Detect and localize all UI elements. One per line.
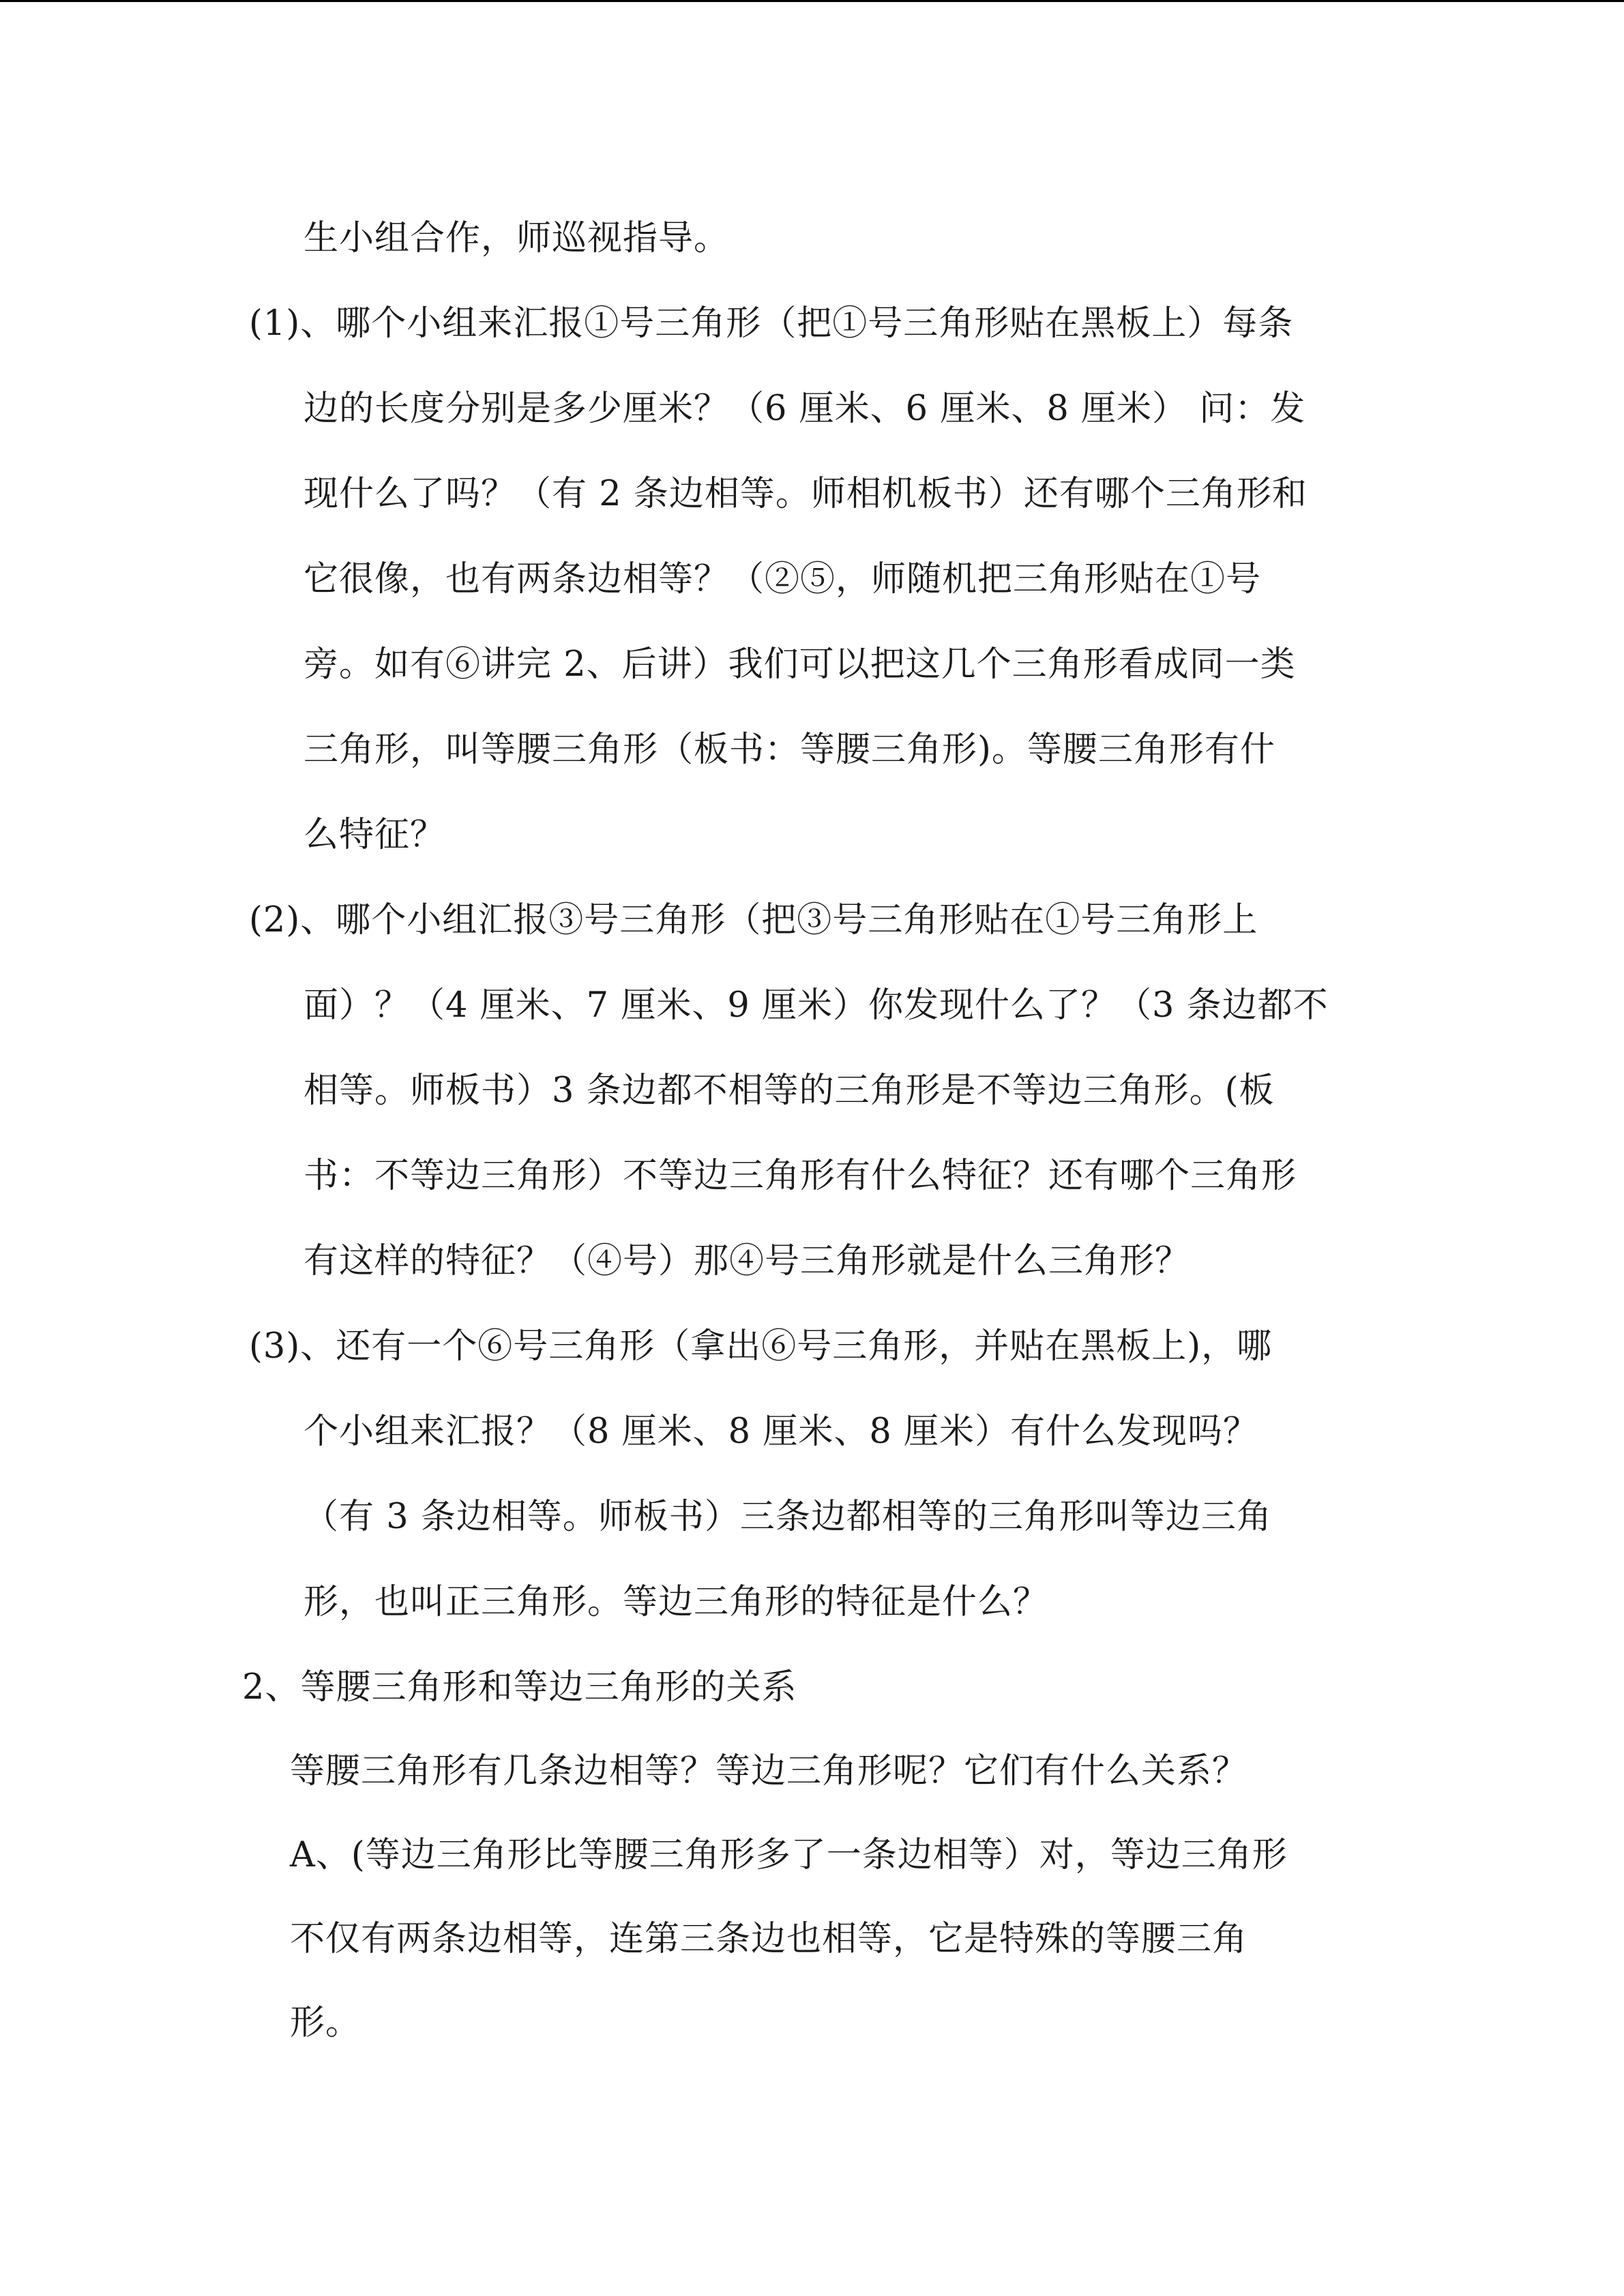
item-2-line: (2)、哪个小组汇报③号三角形（把③号三角形贴在①号三角形上 — [249, 900, 1258, 940]
text-line: 有这样的特征？（④号）那④号三角形就是什么三角形？ — [304, 1241, 1191, 1281]
text-line: A、(等边三角形比等腰三角形多了一条边相等）对，等边三角形 — [290, 1835, 1288, 1875]
text-line: 相等。师板书）3 条边都不相等的三角形是不等边三角形。(板 — [304, 1071, 1275, 1111]
page-top-border — [0, 0, 1624, 2]
item-1-line: (1)、哪个小组来汇报①号三角形（把①号三角形贴在黑板上）每条 — [249, 303, 1294, 344]
text-line: 个小组来汇报？（8 厘米、8 厘米、8 厘米）有什么发现吗？ — [304, 1412, 1258, 1452]
text-line: 旁。如有⑥讲完 2、后讲）我们可以把这几个三角形看成同一类 — [304, 644, 1296, 685]
text-line: 等腰三角形有几条边相等？等边三角形呢？它们有什么关系？ — [290, 1751, 1248, 1791]
text-line: 它很像，也有两条边相等？（②⑤，师随机把三角形贴在①号 — [304, 559, 1262, 599]
section-heading: 2、等腰三角形和等边三角形的关系 — [242, 1667, 797, 1708]
text-line: 面）？（4 厘米、7 厘米、9 厘米）你发现什么了？（3 条边都不 — [304, 985, 1329, 1026]
text-line: 书：不等边三角形）不等边三角形有什么特征？还有哪个三角形 — [304, 1156, 1297, 1196]
item-3-line: (3)、还有一个⑥号三角形（拿出⑥号三角形，并贴在黑板上)，哪 — [249, 1326, 1273, 1367]
text-line: 生小组合作，师巡视指导。 — [304, 218, 730, 258]
text-line: 三角形，叫等腰三角形（板书：等腰三角形)。等腰三角形有什 — [304, 730, 1275, 770]
text-line: 形。 — [290, 2003, 361, 2043]
text-line: 么特征？ — [304, 815, 446, 855]
text-line: 边的长度分别是多少厘米？（6 厘米、6 厘米、8 厘米） 问：发 — [304, 389, 1306, 429]
text-line: （有 3 条边相等。师板书）三条边都相等的三角形叫等边三角 — [304, 1497, 1272, 1537]
text-line: 现什么了吗？（有 2 条边相等。师相机板书）还有哪个三角形和 — [304, 474, 1308, 514]
text-line: 不仅有两条边相等，连第三条边也相等，它是特殊的等腰三角 — [290, 1919, 1248, 1959]
text-line: 形，也叫正三角形。等边三角形的特征是什么？ — [304, 1582, 1049, 1622]
